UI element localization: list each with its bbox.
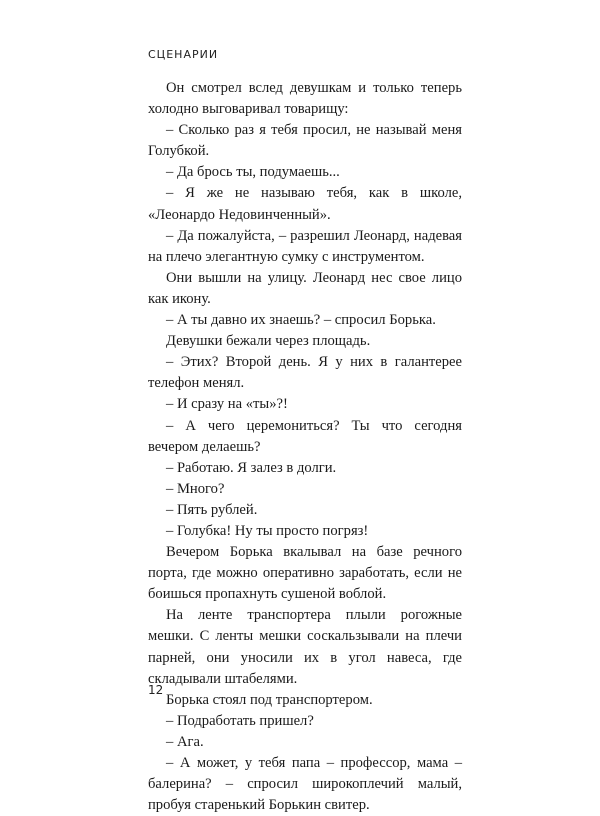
paragraph: – Да пожалуйста, – разрешил Леонард, надевая на плечо элегантную сумку с инструментом.: [148, 227, 462, 265]
paragraph: – Ага.: [166, 733, 204, 750]
running-header: СЦЕНАРИИ: [148, 48, 219, 61]
paragraph: – Голубка! Ну ты просто погряз!: [166, 522, 369, 539]
paragraph: – И сразу на «ты»?!: [166, 396, 288, 413]
paragraph: Борька стоял под транспортером.: [166, 691, 373, 708]
paragraph: – Сколько раз я тебя просил, не называй меня Голубкой.: [148, 122, 462, 160]
paragraph: – А чего церемониться? Ты что сегодня вечером делаешь?: [148, 417, 462, 455]
paragraph: Они вышли на улицу. Леонард нес свое лицо как икону.: [148, 269, 462, 307]
paragraph: – Этих? Второй день. Я у них в галантерее телефон менял.: [148, 354, 462, 392]
paragraph: Девушки бежали через площадь.: [166, 333, 371, 350]
paragraph: – Работаю. Я залез в долги.: [166, 459, 337, 476]
page-number: 12: [148, 683, 164, 697]
paragraph: Он смотрел вслед девушкам и только теперь холодно выговаривал товарищу:: [148, 80, 462, 118]
body-text: [148, 78, 462, 816]
paragraph: Вечером Борька вкалывал на базе речного порта, где можно оперативно заработать, если не боишься пропахнуть сушеной воблой.: [148, 544, 462, 603]
paragraph: – А может, у тебя папа – профессор, мама – балерина? – спросил широкоплечий малый, пробуя старенький Борькин свитер.: [148, 755, 462, 814]
paragraph: На ленте транспортера плыли рогожные мешки. С ленты мешки соскальзывали на плечи парней, они уносили их в угол навеса, где складывали штабелями.: [148, 607, 462, 687]
paragraph: – Много?: [166, 480, 225, 497]
paragraph: – Подработать пришел?: [166, 712, 314, 729]
paragraph: – Я же не называю тебя, как в школе, «Леонардо Недовинченный».: [148, 185, 462, 223]
paragraph: – Пять рублей.: [166, 501, 258, 518]
paragraph: – Да брось ты, подумаешь...: [166, 164, 340, 181]
paragraph: – А ты давно их знаешь? – спросил Борька.: [166, 312, 436, 329]
